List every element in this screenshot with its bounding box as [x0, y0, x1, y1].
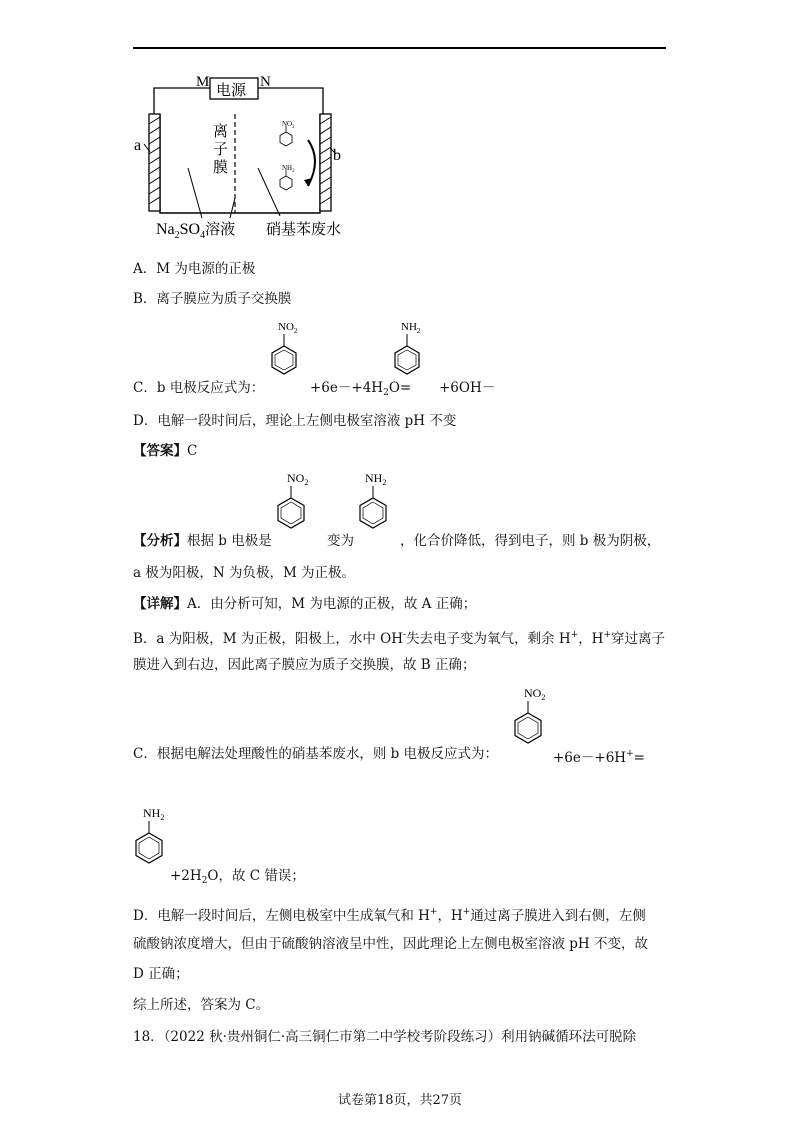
aniline-label-c: $NH_2$: [401, 321, 421, 335]
analysis-line1-start: 【分析】根据 b 电极是: [133, 533, 272, 549]
label-m: M: [196, 74, 210, 90]
label-b: b: [333, 147, 341, 164]
detail-c-eq1: +6e－+6H+=: [553, 749, 645, 766]
option-c-prefix: C．b 电极反应式为：: [133, 380, 265, 396]
detail-a: 【详解】A．由分析可知，M 为电源的正极，故 A 正确；: [133, 596, 477, 612]
nitrobenzene-label-analysis: $NO_2$: [287, 471, 309, 487]
nitrobenzene-structure-analysis: [273, 471, 317, 537]
header-rule: [133, 47, 666, 49]
analysis-line1-end: ，化合价降低，得到电子，则 b 极为阴极，: [400, 533, 661, 549]
nitrobenzene-structure-detail: [510, 686, 554, 752]
membrane-label-3: 膜: [213, 158, 229, 176]
right-solution-label: 硝基苯废水: [266, 220, 342, 238]
option-a: A．M 为电源的正极: [133, 261, 256, 277]
nitrobenzene-label-detail: $NO_2$: [524, 686, 546, 702]
analysis-line2: a 极为阳极，N 为负极，M 为正极。: [133, 565, 356, 581]
label-a: a: [134, 137, 142, 154]
aniline-label-detail: $NH_2$: [143, 806, 165, 822]
option-c-middle: $+6e-+4H_2O=$: [310, 380, 412, 398]
aniline-structure-c: [391, 320, 431, 384]
membrane-label-1: 离: [213, 122, 229, 140]
analysis-line1-mid: 变为: [327, 533, 354, 549]
detail-d-line2: 硫酸钠浓度增大，但由于硫酸钠溶液呈中性，因此理论上左侧电极室溶液 pH 不变，故: [133, 936, 648, 952]
option-b: B．离子膜应为质子交换膜: [133, 291, 292, 307]
detail-d-line1: D．电解一段时间后，左侧电极室中生成氧气和 H+，H+通过离子膜进入到右侧，左侧: [133, 907, 646, 924]
label-n: N: [260, 74, 271, 90]
detail-d-line3: D 正确；: [133, 966, 189, 982]
nitrobenzene-structure-c: [268, 320, 308, 384]
aniline-label-analysis: $NH_2$: [365, 471, 387, 487]
membrane-label-2: 子: [213, 140, 229, 158]
aniline-structure-analysis: [355, 471, 399, 537]
detail-c-line1: C．根据电解法处理酸性的硝基苯废水，则 b 电极反应式为：: [133, 746, 499, 762]
nitrobenzene-label-c: $NO_2$: [278, 321, 298, 335]
detail-b-line1: B．a 为阳极，M 为正极，阳极上，水中 OH-失去电子变为氧气，剩余 H+，H+穿过离子: [133, 630, 666, 647]
next-question: 18．（2022 秋·贵州铜仁·高三铜仁市第二中学校考阶段练习）利用钠碱循环法可脱除: [133, 1029, 637, 1045]
electrolysis-diagram: [130, 68, 370, 243]
power-label: 电源: [216, 81, 247, 99]
diagram-nh2-label: $NH_2$: [282, 164, 295, 174]
option-c-suffix: +6OH－: [439, 380, 496, 396]
detail-c-eq2: $+2H_2O$，故 C 错误；: [170, 868, 305, 886]
page-footer: 试卷第18页，共27页: [337, 1093, 463, 1108]
left-solution-label: $Na_2SO_4$溶液: [156, 220, 236, 241]
aniline-structure-detail: [133, 806, 177, 872]
diagram-no2-label: $NO_2$: [282, 120, 295, 130]
detail-b-line2: 膜进入到右边，因此离子膜应为质子交换膜，故 B 正确；: [133, 657, 476, 673]
answer-line: 【答案】C: [133, 443, 198, 459]
detail-summary: 综上所述，答案为 C。: [133, 997, 270, 1013]
option-d: D．电解一段时间后，理论上左侧电极室溶液 pH 不变: [133, 413, 457, 429]
